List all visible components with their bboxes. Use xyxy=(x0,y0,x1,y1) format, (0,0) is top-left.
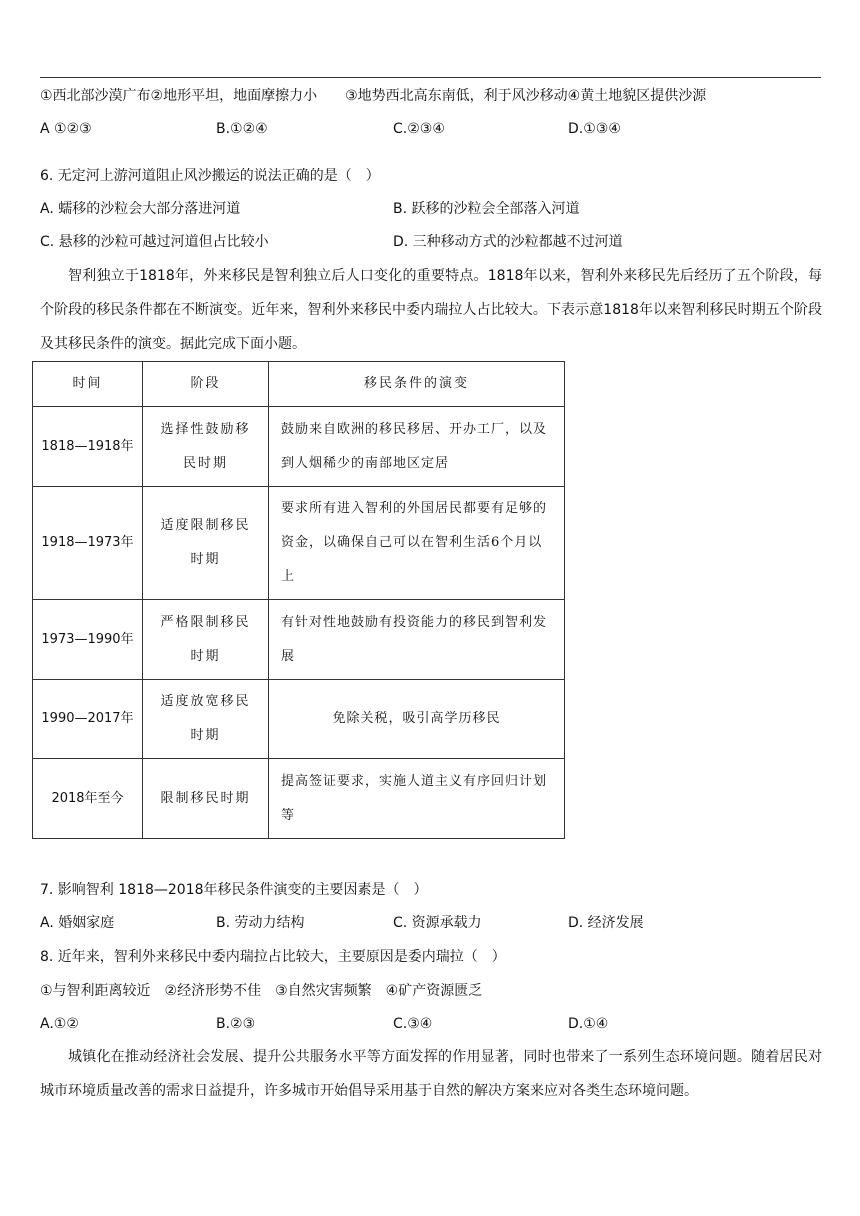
q6-stem: 6. 无定河上游河道阻止风沙搬运的说法正确的是（ ） xyxy=(40,168,380,184)
cell-stage: 适度放宽移民时期 xyxy=(143,680,269,759)
q5-option-d: D.①③④ xyxy=(568,121,621,137)
table-row xyxy=(33,759,565,839)
migration-table xyxy=(32,361,565,839)
table-row xyxy=(33,407,565,487)
cell-condition: 提高签证要求，实施人道主义有序回归计划等 xyxy=(269,759,565,839)
cell-condition: 要求所有进入智利的外国居民都要有足够的资金，以确保自己可以在智利生活6个月以上 xyxy=(269,487,565,600)
q7-option-a: A. 婚姻家庭 xyxy=(40,915,115,931)
q8-option-a: A.①② xyxy=(40,1016,79,1032)
table-row xyxy=(33,600,565,680)
cell-stage: 适度限制移民时期 xyxy=(143,487,269,600)
passage-chile-migration: 智利独立于1818年，外来移民是智利独立后人口变化的重要特点。1818年以来，智利外来移民先后经历了五个阶段，每个阶段的移民条件都在不断演变。近年来，智利外来移民中委内瑞拉人占比较大。下表示意1818年以来智利移民时期五个阶段及其移民条件的演变。据此完成下面小题。 xyxy=(40,268,822,352)
q8-stem: 8. 近年来，智利外来移民中委内瑞拉占比较大，主要原因是委内瑞拉（ ） xyxy=(40,949,506,965)
q8-statements: ①与智利距离较近 ②经济形势不佳 ③自然灾害频繁 ④矿产资源匮乏 xyxy=(40,983,483,999)
cell-time: 1918—1973年 xyxy=(33,487,143,600)
cell-time: 1818—1918年 xyxy=(33,407,143,487)
q7-stem: 7. 影响智利 1818—2018年移民条件演变的主要因素是（ ） xyxy=(40,882,428,898)
cell-stage: 选择性鼓励移民时期 xyxy=(143,407,269,487)
q8-option-c: C.③④ xyxy=(393,1016,433,1032)
q5-option-b: B.①②④ xyxy=(216,121,268,137)
cell-time: 1973—1990年 xyxy=(33,600,143,680)
q8-option-d: D.①④ xyxy=(568,1016,609,1032)
cell-condition: 鼓励来自欧洲的移民移居、开办工厂，以及到人烟稀少的南部地区定居 xyxy=(269,407,565,487)
header-time: 时间 xyxy=(33,362,143,407)
table-header-row xyxy=(33,362,565,407)
header-rule xyxy=(40,77,821,78)
cell-time: 2018年至今 xyxy=(33,759,143,839)
q6-option-d: D. 三种移动方式的沙粒都越不过河道 xyxy=(393,234,623,250)
table-row xyxy=(33,680,565,759)
passage-urbanization: 城镇化在推动经济社会发展、提升公共服务水平等方面发挥的作用显著，同时也带来了一系列生态环境问题。随着居民对城市环境质量改善的需求日益提升，许多城市开始倡导采用基于自然的解决方案来应对各类生态环境问题。 xyxy=(40,1049,822,1099)
q5-option-c: C.②③④ xyxy=(393,121,445,137)
q6-option-c: C. 悬移的沙粒可越过河道但占比较小 xyxy=(40,234,269,250)
q7-option-c: C. 资源承载力 xyxy=(393,915,482,931)
header-condition: 移民条件的演变 xyxy=(269,362,565,407)
cell-stage: 严格限制移民时期 xyxy=(143,600,269,680)
table-row xyxy=(33,487,565,600)
q5-statements: ①西北部沙漠广布②地形平坦，地面摩擦力小 ③地势西北高东南低，利于风沙移动④黄土地貌区提供沙源 xyxy=(40,88,707,104)
q7-option-d: D. 经济发展 xyxy=(568,915,644,931)
cell-condition: 有针对性地鼓励有投资能力的移民到智利发展 xyxy=(269,600,565,680)
cell-condition: 免除关税，吸引高学历移民 xyxy=(269,680,565,759)
q7-option-b: B. 劳动力结构 xyxy=(216,915,305,931)
q5-option-a: A ①②③ xyxy=(40,121,92,137)
q6-option-b: B. 跃移的沙粒会全部落入河道 xyxy=(393,201,580,217)
cell-stage: 限制移民时期 xyxy=(143,759,269,839)
q6-option-a: A. 蠕移的沙粒会大部分落进河道 xyxy=(40,201,241,217)
cell-time: 1990—2017年 xyxy=(33,680,143,759)
q8-option-b: B.②③ xyxy=(216,1016,256,1032)
header-stage: 阶段 xyxy=(143,362,269,407)
